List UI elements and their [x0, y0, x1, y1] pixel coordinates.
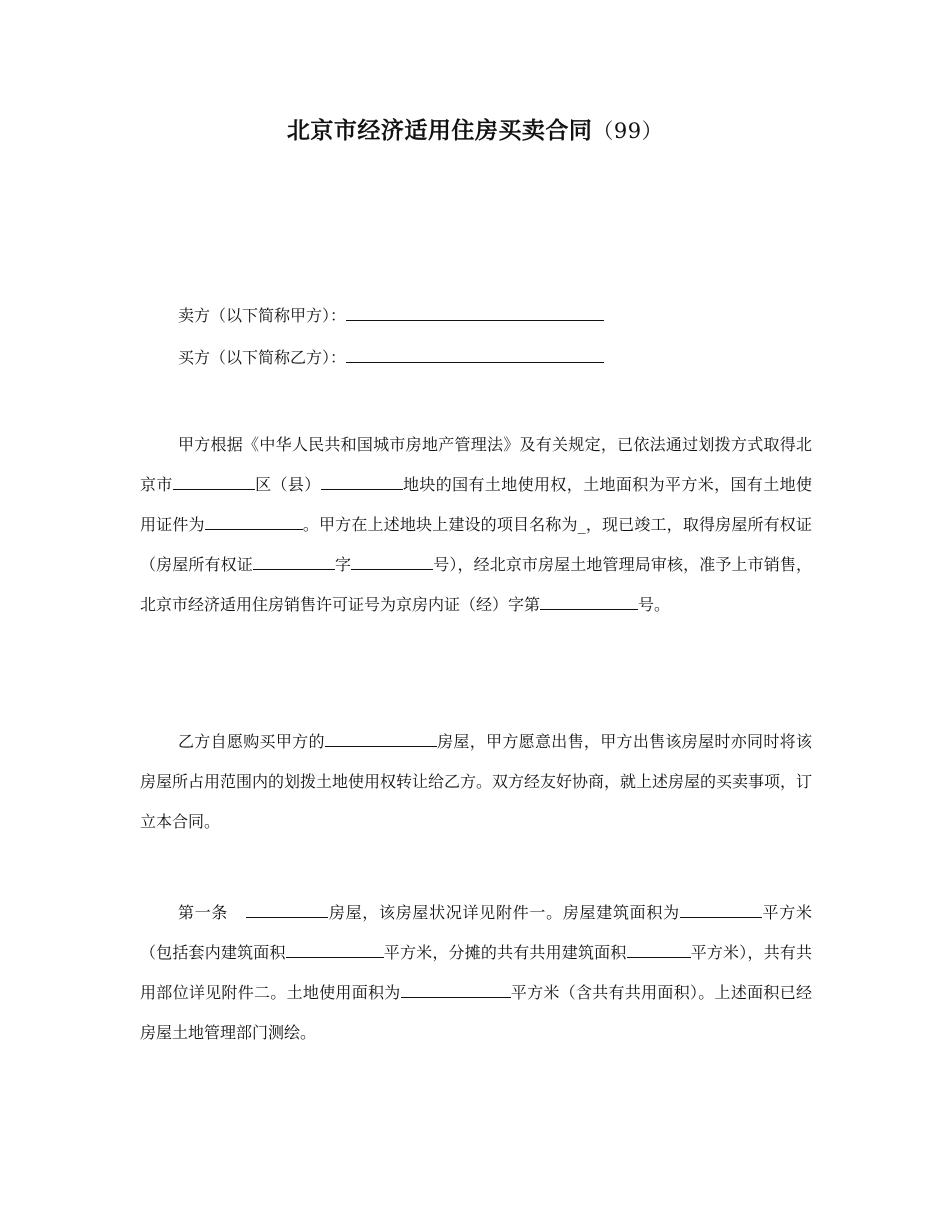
- buyer-line: [178, 346, 604, 370]
- a1-text-5: 平方米（含共有共用面积）。上述面积已经房屋土地管理部门测绘。: [140, 983, 812, 1042]
- article-1-property-blank[interactable]: [246, 901, 328, 918]
- seller-line: [178, 304, 604, 328]
- a1-text-4: 平方米），共有共用部位详见附件二。土地使用面积为: [140, 943, 812, 1002]
- article-1: [140, 893, 812, 1053]
- sales-permit-number-blank[interactable]: [540, 593, 638, 610]
- district-blank[interactable]: [173, 473, 255, 490]
- p1-text-2: 区（县）: [254, 475, 321, 494]
- p1-text-7: 号。: [638, 595, 671, 614]
- paragraph-land-rights: [140, 425, 812, 625]
- buyer-name-blank[interactable]: [346, 346, 604, 363]
- buyer-label: 买方（以下简称乙方）：: [178, 348, 347, 367]
- a1-text-2: 平方米（包括套内建筑面积: [140, 903, 812, 962]
- p1-text-4: 。甲方在上述地块上建设的项目名称为_，现已竣工，取得房屋所有权证（房屋所有权证: [140, 515, 812, 574]
- title-suffix: （99）: [592, 119, 664, 143]
- interior-area-blank[interactable]: [286, 941, 384, 958]
- land-use-area-blank[interactable]: [401, 981, 511, 998]
- title-main: 北京市经济适用住房买卖合同: [286, 117, 593, 144]
- land-certificate-blank[interactable]: [205, 513, 303, 530]
- p1-text-3: 地块的国有土地使用权，土地面积为平方米，国有土地使用证件为: [140, 475, 812, 534]
- article-1-label: 第一条: [178, 903, 229, 922]
- a1-text-1: 房屋，该房屋状况详见附件一。房屋建筑面积为: [328, 903, 680, 922]
- ownership-cert-number-blank[interactable]: [351, 553, 433, 570]
- paragraph-purchase-intent: [140, 722, 812, 842]
- property-blank[interactable]: [325, 730, 437, 747]
- p2-text-1: 乙方自愿购买甲方的: [178, 732, 325, 751]
- p1-text-1: 甲方根据《中华人民共和国城市房地产管理法》及有关规定，已依法通过划拨方式取得北京市: [140, 435, 812, 494]
- p2-text-2: 房屋，甲方愿意出售，甲方出售该房屋时亦同时将该房屋所占用范围内的划拨土地使用权转让给乙方。双方经友好协商，就上述房屋的买卖事项，订立本合同。: [140, 732, 813, 831]
- shared-area-blank[interactable]: [627, 941, 691, 958]
- seller-name-blank[interactable]: [346, 304, 604, 321]
- building-area-blank[interactable]: [680, 901, 762, 918]
- a1-text-3: 平方米，分摊的共有共用建筑面积: [383, 943, 627, 962]
- document-title: [0, 112, 950, 145]
- p1-text-5: 字: [334, 555, 352, 574]
- seller-label: 卖方（以下简称甲方）：: [178, 306, 347, 325]
- p1-text-6: 号），经北京市房屋土地管理局审核，准予上市销售，北京市经济适用住房销售许可证号为京房内证（经）字第: [140, 555, 812, 614]
- ownership-cert-prefix-blank[interactable]: [253, 553, 335, 570]
- plot-blank[interactable]: [321, 473, 403, 490]
